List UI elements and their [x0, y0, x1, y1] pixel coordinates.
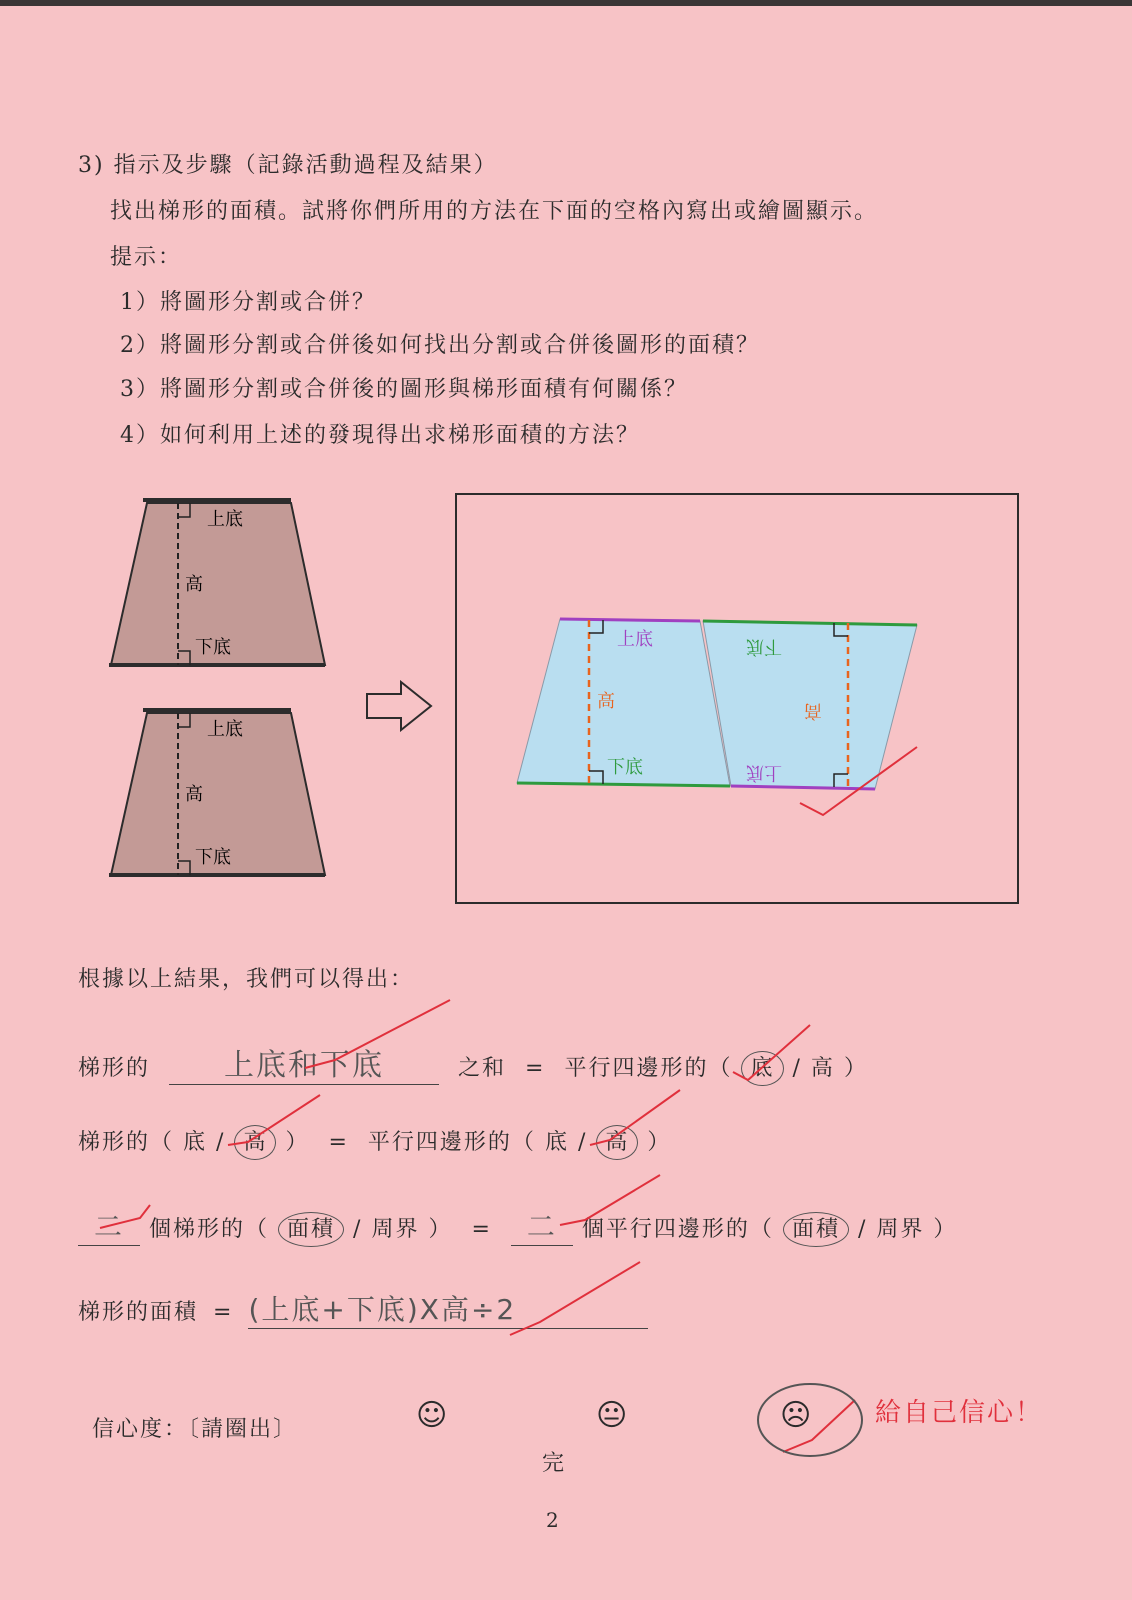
teacher-comment: 給自己信心！: [875, 1398, 1044, 1428]
check-mark: [733, 1025, 810, 1080]
confidence-label: 信心度：〔請圈出〕: [92, 1417, 298, 1442]
check-mark: [510, 1262, 640, 1335]
check-mark: [100, 1205, 150, 1228]
label-top-base-rotated: 上底: [746, 762, 782, 783]
label-bottom-base: 下底: [607, 757, 643, 778]
label-bottom-base: 下底: [195, 637, 231, 658]
neutral-face-icon[interactable]: 😐: [596, 1398, 628, 1433]
conclusion-row-4: 梯形的面積 = (上底+下底)X高÷2: [78, 1288, 648, 1329]
label-height: 高: [185, 574, 203, 595]
end-mark: 完: [542, 1451, 567, 1476]
label-height: 高: [185, 784, 203, 805]
answer-blank: 上底和下底: [169, 1040, 439, 1085]
option-circled: 高: [234, 1125, 276, 1160]
label-bottom-base-rotated: 下底: [746, 636, 782, 657]
hint-item: 1）將圖形分割或合併？: [120, 290, 376, 315]
check-mark: [560, 1175, 660, 1225]
check-mark: [590, 1090, 680, 1145]
option-circled: 面積: [783, 1212, 849, 1247]
option-circled: 高: [596, 1125, 638, 1160]
hint-item: 3）將圖形分割或合併後的圖形與梯形面積有何關係？: [120, 377, 688, 402]
conclusion-intro: 根據以上結果，我們可以得出：: [78, 967, 415, 992]
answer-blank: (上底+下底)X高÷2: [248, 1288, 648, 1329]
section-heading: 3) 指示及步驟（記錄活動過程及結果）: [78, 153, 498, 178]
check-mark: [305, 1000, 450, 1068]
smile-face-icon[interactable]: ☺: [416, 1398, 448, 1433]
label-height-rotated: 高: [804, 700, 822, 721]
label-height: 高: [597, 691, 615, 712]
hint-item: 2）將圖形分割或合併後如何找出分割或合併後圖形的面積？: [120, 333, 760, 358]
label-bottom-base: 下底: [195, 847, 231, 868]
conclusion-row-1: 梯形的 上底和下底 之和 = 平行四邊形的（ 底 / 高 ）: [78, 1040, 868, 1085]
label-top-base: 上底: [207, 719, 243, 740]
page-number: 2: [546, 1508, 561, 1532]
label-top-base: 上底: [207, 509, 243, 530]
label-top-base: 上底: [617, 629, 653, 650]
answer-blank: 二: [78, 1205, 140, 1246]
task-text: 找出梯形的面積。試將你們所用的方法在下面的空格內寫出或繪圖顯示。: [110, 199, 879, 224]
option-circled: 面積: [278, 1212, 344, 1247]
option-circled: 底: [741, 1051, 783, 1086]
hint-label: 提示：: [110, 245, 183, 270]
answer-blank: 二: [511, 1205, 573, 1246]
conclusion-row-2: 梯形的（ 底 / 高 ） = 平行四邊形的（ 底 / 高 ）: [78, 1125, 671, 1156]
hint-item: 4）如何利用上述的發現得出求梯形面積的方法？: [120, 423, 640, 448]
sad-face-icon[interactable]: ☹: [780, 1398, 812, 1433]
check-mark: [228, 1095, 320, 1145]
conclusion-row-3: 二 個梯形的（ 面積 / 周界 ） = 二 個平行四邊形的（ 面積 / 周界 ）: [78, 1205, 957, 1246]
